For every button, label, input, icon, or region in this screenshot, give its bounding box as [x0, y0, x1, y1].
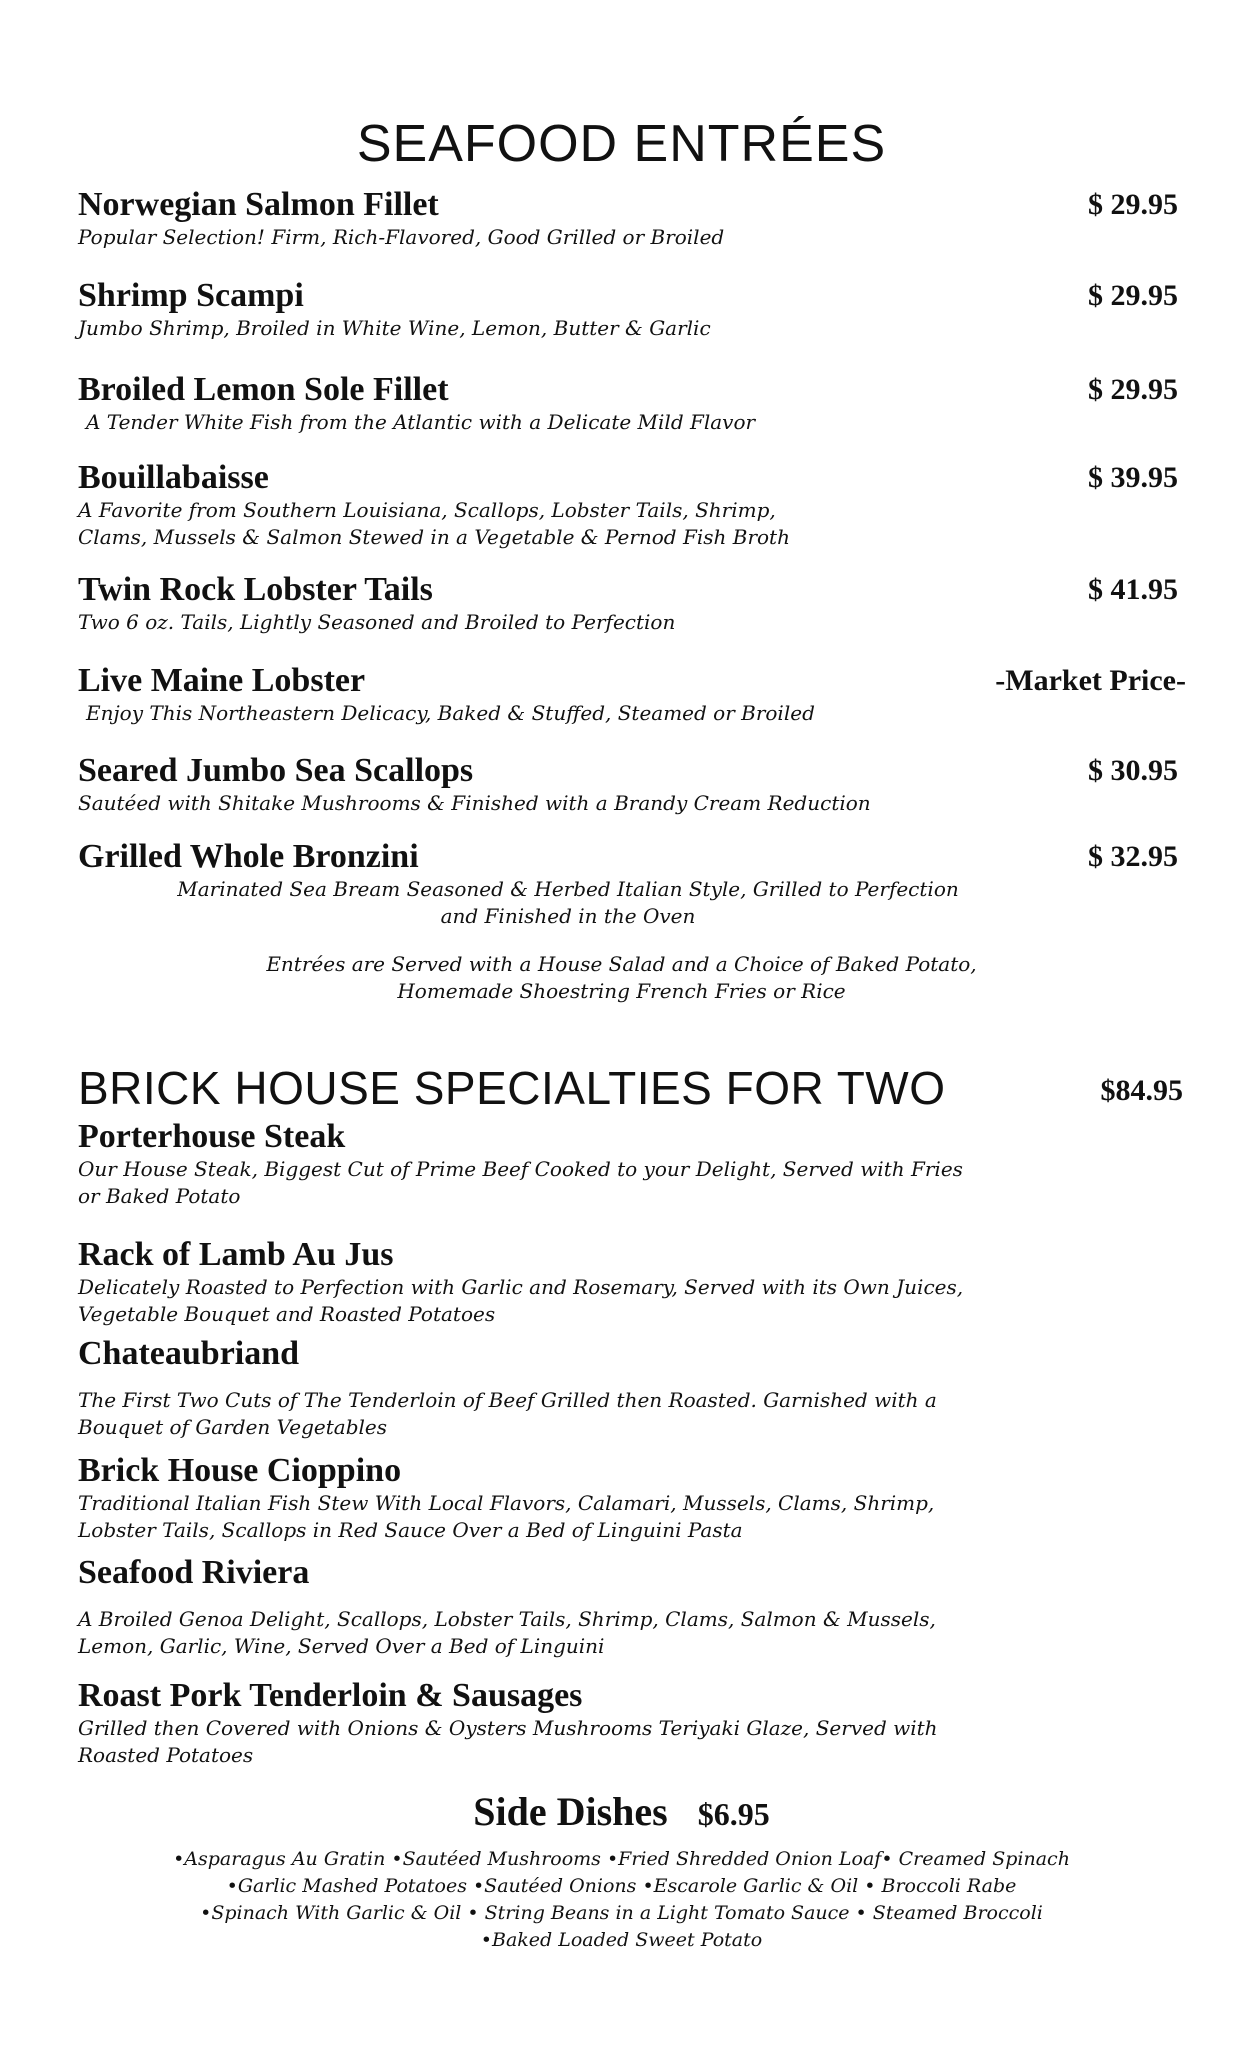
- menu-item-chateaubriand: [78, 1335, 1178, 1441]
- item-name: Rack of Lamb Au Jus: [78, 1236, 394, 1273]
- item-name: Grilled Whole Bronzini: [78, 838, 419, 875]
- side-dishes-line: •Asparagus Au Gratin •Sautéed Mushrooms •Fried Shredded Onion Loaf• Creamed Spinach: [173, 1848, 1070, 1870]
- item-price: $ 41.95: [1088, 573, 1178, 606]
- item-description: Jumbo Shrimp, Broiled in White Wine, Lemon, Butter & Garlic: [78, 316, 711, 340]
- item-name: Bouillabaisse: [78, 459, 269, 496]
- side-dishes-list: [0, 1846, 1243, 1954]
- item-description: Delicately Roasted to Perfection with Garlic and Rosemary, Served with its Own Juices, Vegetable Bouquet and Roasted Potatoes: [78, 1275, 964, 1326]
- item-description: A Favorite from Southern Louisiana, Scallops, Lobster Tails, Shrimp, Clams, Mussels & Salmon Stewed in a Vegetable & Pernod Fish Broth: [78, 498, 790, 549]
- side-dishes-line: •Baked Loaded Sweet Potato: [480, 1929, 763, 1951]
- item-description: Marinated Sea Bream Seasoned & Herbed Italian Style, Grilled to Perfection and Finished in the Oven: [177, 877, 959, 928]
- seafood-section-title: SEAFOOD ENTRÉES: [356, 115, 887, 173]
- item-name: Live Maine Lobster: [78, 662, 366, 699]
- item-price: $ 29.95: [1088, 188, 1178, 221]
- item-name: Norwegian Salmon Fillet: [78, 186, 439, 223]
- item-name: Chateaubriand: [78, 1335, 300, 1372]
- menu-item-bronzini: [78, 838, 1178, 930]
- item-description: Popular Selection! Firm, Rich-Flavored, Good Grilled or Broiled: [78, 225, 725, 249]
- menu-item-maine-lobster: [78, 662, 1186, 727]
- entree-note: Entrées are Served with a House Salad and a Choice of Baked Potato, Homemade Shoestring French Fries or Rice: [266, 952, 977, 1003]
- menu-item-lemon-sole: [78, 371, 1178, 436]
- item-price: $ 30.95: [1088, 754, 1178, 787]
- item-name: Broiled Lemon Sole Fillet: [78, 371, 449, 408]
- side-dishes-title: Side Dishes: [473, 1789, 668, 1834]
- side-dishes-line: •Garlic Mashed Potatoes •Sautéed Onions •Escarole Garlic & Oil • Broccoli Rabe: [226, 1875, 1017, 1897]
- menu-item-seafood-riviera: [78, 1554, 1178, 1660]
- item-price: $ 29.95: [1088, 373, 1178, 406]
- item-name: Porterhouse Steak: [78, 1118, 346, 1155]
- item-description: Enjoy This Northeastern Delicacy, Baked & Stuffed, Steamed or Broiled: [86, 701, 815, 725]
- item-name: Twin Rock Lobster Tails: [78, 571, 433, 608]
- specialties-section-title: BRICK HOUSE SPECIALTIES FOR TWO: [78, 1062, 946, 1114]
- item-description: Grilled then Covered with Onions & Oysters Mushrooms Teriyaki Glaze, Served with Roasted Potatoes: [78, 1716, 938, 1767]
- item-price: $ 39.95: [1088, 461, 1178, 494]
- side-dishes-line: •Spinach With Garlic & Oil • String Beans in a Light Tomato Sauce • Steamed Broccoli: [200, 1902, 1043, 1924]
- item-description: Sautéed with Shitake Mushrooms & Finished with a Brandy Cream Reduction: [78, 791, 871, 815]
- item-name: Roast Pork Tenderloin & Sausages: [78, 1677, 583, 1714]
- menu-item-porterhouse: [78, 1118, 1178, 1210]
- item-description: A Tender White Fish from the Atlantic with a Delicate Mild Flavor: [86, 410, 756, 434]
- item-description: A Broiled Genoa Delight, Scallops, Lobster Tails, Shrimp, Clams, Salmon & Mussels, Lemon, Garlic, Wine, Served Over a Bed of Linguini: [78, 1607, 936, 1658]
- menu-item-shrimp-scampi: [78, 277, 1178, 342]
- item-price: -Market Price-: [995, 664, 1186, 697]
- item-name: Seared Jumbo Sea Scallops: [78, 752, 474, 789]
- item-price: $ 32.95: [1088, 840, 1178, 873]
- item-description: Our House Steak, Biggest Cut of Prime Beef Cooked to your Delight, Served with Fries or Baked Potato: [78, 1157, 963, 1208]
- menu-item-rack-of-lamb: [78, 1236, 1178, 1328]
- item-description: Two 6 oz. Tails, Lightly Seasoned and Broiled to Perfection: [78, 610, 676, 634]
- item-price: $ 29.95: [1088, 279, 1178, 312]
- menu-item-bouillabaisse: [78, 459, 1178, 551]
- menu-item-salmon: [78, 186, 1178, 251]
- item-name: Seafood Riviera: [78, 1554, 310, 1591]
- menu-item-lobster-tails: [78, 571, 1178, 636]
- specialties-price: $84.95: [1100, 1074, 1183, 1107]
- menu-item-sea-scallops: [78, 752, 1178, 817]
- item-description: The First Two Cuts of The Tenderloin of Beef Grilled then Roasted. Garnished with a Bouquet of Garden Vegetables: [78, 1388, 937, 1439]
- menu-item-cioppino: [78, 1452, 1178, 1544]
- menu-item-roast-pork: [78, 1677, 1178, 1769]
- side-dishes-price: $6.95: [697, 1796, 770, 1832]
- item-name: Brick House Cioppino: [78, 1452, 402, 1489]
- item-name: Shrimp Scampi: [78, 277, 304, 314]
- item-description: Traditional Italian Fish Stew With Local Flavors, Calamari, Mussels, Clams, Shrimp, Lobster Tails, Scallops in Red Sauce Over a Bed of Linguini Pasta: [78, 1491, 935, 1542]
- side-dishes-header: [0, 1789, 1243, 1834]
